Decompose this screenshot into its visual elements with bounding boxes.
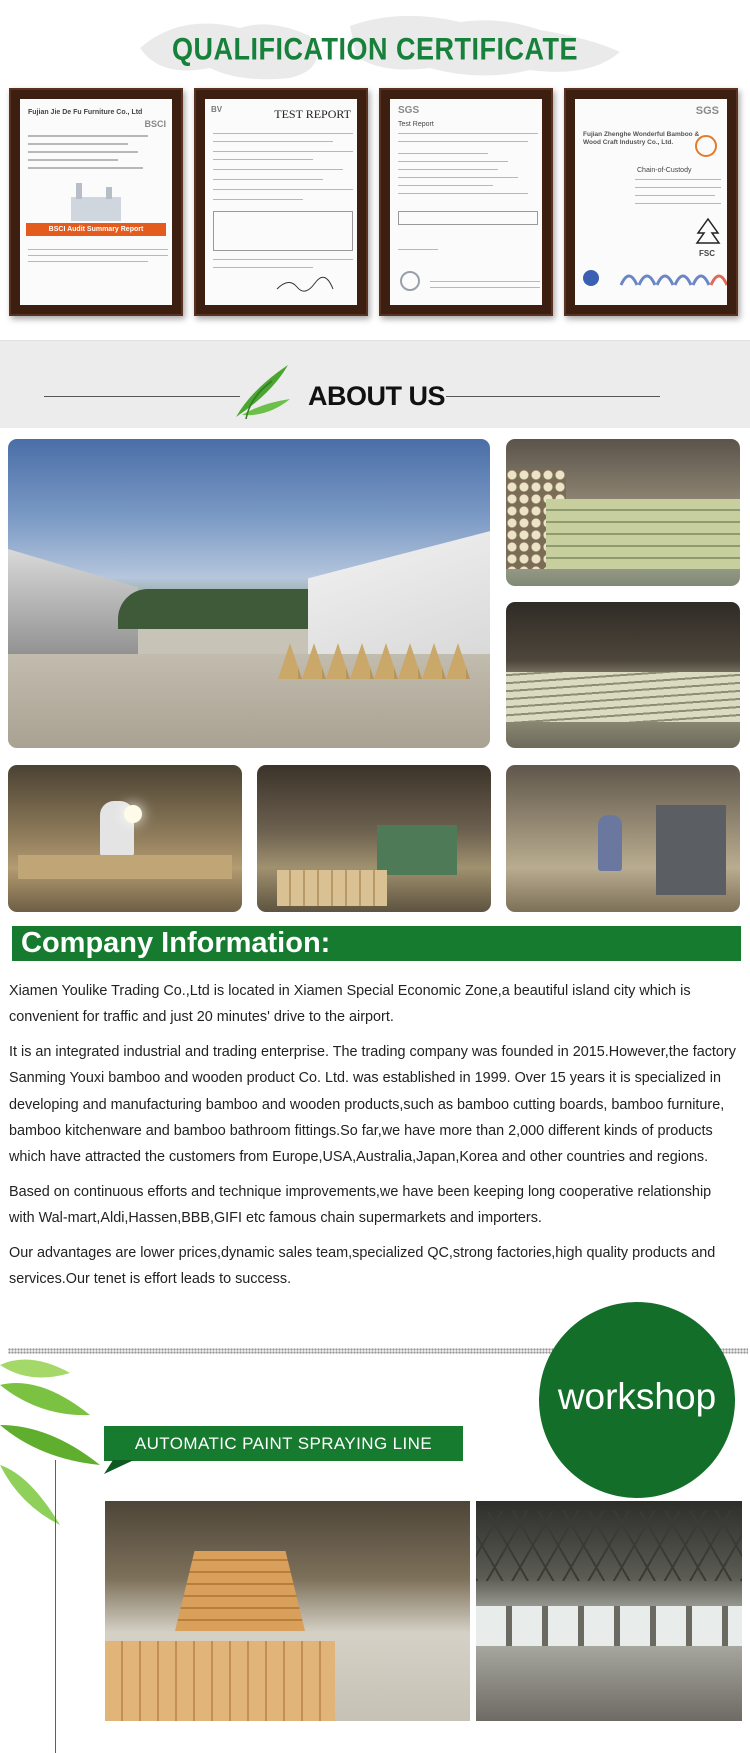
fsc-logo: FSC [699,249,715,258]
company-information-title: Company Information: [21,927,331,959]
certificate-section [0,0,750,340]
sgs-logo: SGS [398,105,420,116]
certificate-document [205,99,357,305]
company-paragraph: Xiamen Youlike Trading Co.,Ltd is located in Xiamen Special Economic Zone,a beautiful island city which is convenient for traffic and just 20 minutes' drive to the airport. [9,983,691,1026]
test-report-title: TEST REPORT [274,107,351,121]
sgs-seal-icon [400,271,420,291]
fsc-tree-icon [695,217,721,249]
accreditation-logos-graphic [581,265,727,291]
sawing-workshop-photo [506,765,740,912]
fsc-company-name: Fujian Zhenghe Wonderful Bamboo & Wood Craft Industry Co., Ltd. [583,131,700,146]
divider-line [446,396,660,397]
bamboo-leaf-icon [232,359,292,421]
chain-of-custody-label: Chain-of-Custody [637,167,692,174]
certificate-frame-bsci[interactable] [9,88,183,316]
sgs-report-heading: Test Report [398,121,434,128]
sgs-seal-icon [695,135,717,157]
certificate-document [390,99,542,305]
about-us-header [0,340,750,428]
factory-interior-photo [476,1501,742,1721]
bv-logo: BV [211,105,223,114]
sgs-logo: SGS [695,105,719,117]
signature-graphic [275,275,335,295]
bamboo-poles-photo [506,439,740,586]
certificate-company-name: Fujian Jie De Fu Furniture Co., Ltd [28,109,143,116]
certificate-frame-fsc[interactable] [564,88,738,316]
company-information-header [8,926,741,961]
company-description [9,978,739,1301]
timeline-line [55,1460,56,1753]
certificate-frame-test-report[interactable] [194,88,368,316]
company-paragraph: Based on continuous efforts and technique improvements,we have been keeping long cooperative relationship with Wal-mart,Aldi,Hassen,BBB,GIFI etc famous chain supermarkets and importers. [9,1184,712,1227]
certificate-title: QUALIFICATION CERTIFICATE [172,31,578,67]
machining-workshop-photo [257,765,491,912]
certificate-frame-sgs-report[interactable] [379,88,553,316]
company-paragraph: It is an integrated industrial and trading enterprise. The trading company was founded in 2015.However,the factory Sanming Youxi bamboo and wooden product Co. Ltd. was established in 1999. Over 15 years it is specialized in developing and manufacturing bamboo and wooden products,such as bamboo cutting boards, bamboo furniture, bamboo kitchenware and bamboo bathroom fittings.So far,we have more than 2,000 different kinds of products which have attracted the customers from Europe,USA,Australia,Japan,Korea and other countries and regions. [9,1044,736,1166]
factory-exterior-photo [8,439,490,748]
certificate-document [575,99,727,305]
about-us-title: ABOUT US [308,381,445,411]
company-paragraph: Our advantages are lower prices,dynamic sales team,specialized QC,strong factories,high quality products and services.Our tenet is effort leads to success. [9,1245,716,1288]
bsci-report-badge: BSCI Audit Summary Report [26,223,166,236]
spray-line-label: AUTOMATIC PAINT SPRAYING LINE [134,1434,433,1453]
bsci-logo: BSCI [144,119,166,129]
certificate-document [20,99,172,305]
divider-line [44,396,240,397]
worker-workshop-photo [8,765,242,912]
factory-illustration-icon [66,177,126,223]
workshop-label: workshop [557,1376,717,1417]
paint-line-photo [105,1501,470,1721]
bamboo-storage-photo [506,602,740,748]
